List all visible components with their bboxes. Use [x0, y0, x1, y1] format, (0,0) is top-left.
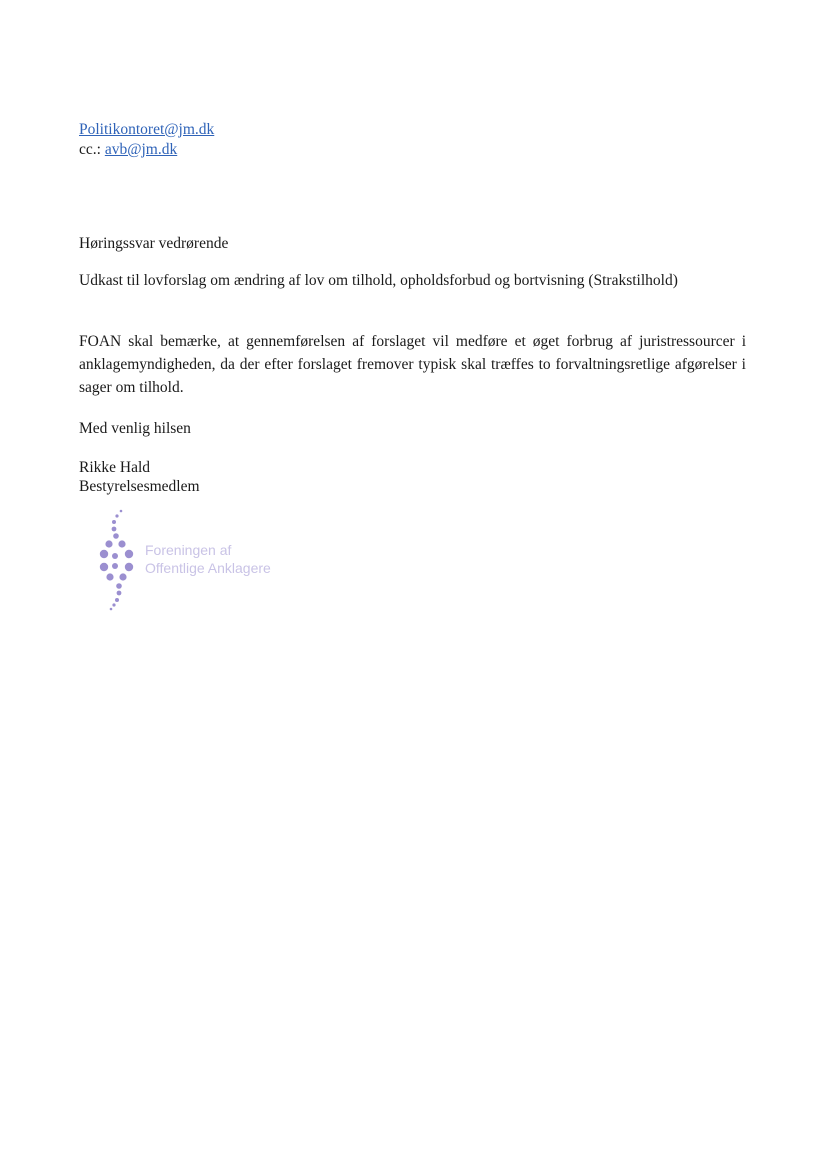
cc-line: [79, 140, 746, 160]
signature-name: Rikke Hald: [79, 459, 151, 476]
foan-logo: [95, 508, 295, 614]
to-line: [79, 120, 746, 140]
cc-email-link[interactable]: avb@jm.dk: [104, 141, 178, 158]
signature-role: Bestyrelsesmedlem: [79, 478, 200, 495]
cc-label: cc.:: [79, 141, 101, 158]
to-email-link[interactable]: Politikontoret@jm.dk: [79, 121, 215, 138]
logo-dots-icon: [100, 510, 133, 611]
signature-block: [79, 458, 746, 496]
recipients-block: [79, 120, 746, 160]
closing-greeting: Med venlig hilsen: [79, 420, 191, 437]
subject-title: Udkast til lovforslag om ændring af lov om tilhold, opholdsforbud og bortvisning (Strakstilhold): [79, 272, 678, 289]
subject-heading: Høringssvar vedrørende: [79, 235, 229, 252]
body-paragraph: FOAN skal bemærke, at gennemførelsen af forslaget vil medføre et øget forbrug af juristressourcer i anklagemyndigheden, da der efter forslaget fremover typisk skal træffes to forvaltningsretlige afgørelser i sager om tilhold.: [79, 333, 746, 396]
logo-text-line1: Foreningen af: [145, 542, 232, 558]
logo-text-line2: Offentlige Anklagere: [145, 560, 271, 576]
